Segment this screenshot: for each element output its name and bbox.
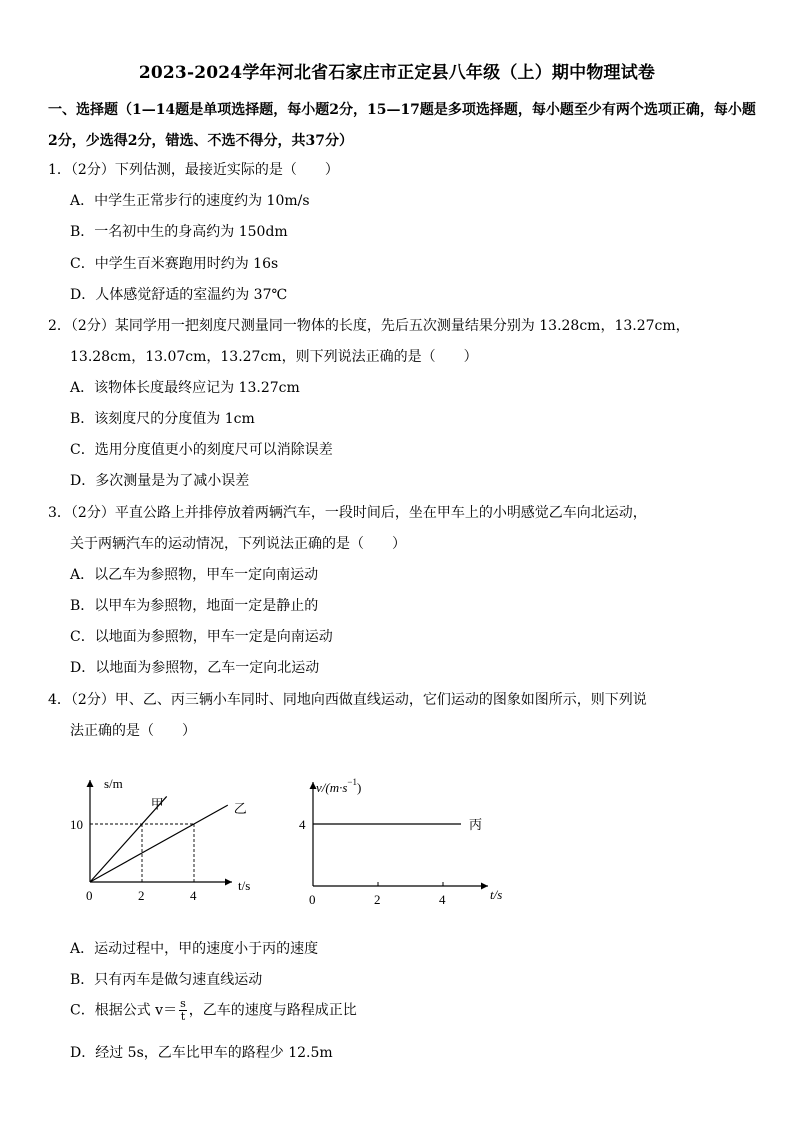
- question-4-stem-line-2: 法正确的是（ ）: [70, 723, 196, 739]
- vt-x-label: t/s: [490, 887, 503, 902]
- vt-y-label-main: v/(m·s: [316, 780, 348, 795]
- st-graph: [70, 768, 270, 908]
- question-3-option-c[interactable]: C．以地面为参照物，甲车一定是向南运动: [70, 629, 333, 645]
- question-4-option-d[interactable]: D．经过 5s，乙车比甲车的路程少 12.5m: [70, 1045, 333, 1061]
- vt-origin: 0: [309, 892, 316, 907]
- vt-y-label: [316, 777, 361, 795]
- series-label-bing: 丙: [469, 817, 483, 832]
- question-3-stem-line-1: 3．（2分）平直公路上并排停放着两辆汽车，一段时间后，坐在甲车上的小明感觉乙车向北运动，: [48, 505, 647, 521]
- series-label-yi: 乙: [233, 801, 247, 817]
- question-2-stem-line-1: 2．（2分）某同学用一把刻度尺测量同一物体的长度，先后五次测量结果分别为 13.28cm，13.27cm，: [48, 318, 690, 334]
- st-origin: 0: [86, 888, 93, 903]
- question-3-option-b[interactable]: B．以甲车为参照物，地面一定是静止的: [70, 598, 319, 614]
- st-x-label: t/s: [238, 878, 251, 893]
- section-heading: 一、选择题（1—14题是单项选择题，每小题2分，15—17题是多项选择题，每小题至少有两个选项正确，每小题2分，少选得2分，错选、不选不得分，共37分）: [48, 102, 756, 149]
- fraction-denominator: t: [180, 1010, 186, 1023]
- question-4-stem-line-1: 4．（2分）甲、乙、丙三辆小车同时、同地向西做直线运动，它们运动的图象如图所示，则下列说: [48, 692, 647, 708]
- fraction-numerator: s: [180, 997, 186, 1010]
- question-2-option-c[interactable]: C．选用分度值更小的刻度尺可以消除误差: [70, 442, 333, 458]
- option-c-suffix: ，乙车的速度与路程成正比: [188, 1002, 357, 1019]
- st-x-tick-label: 4: [190, 888, 197, 903]
- question-1-option-b[interactable]: B．一名初中生的身高约为 150dm: [70, 224, 288, 240]
- option-c-prefix: C．根据公式 v＝: [70, 1002, 178, 1019]
- series-label-jia: 甲: [150, 796, 164, 812]
- question-3-stem-line-2: 关于两辆汽车的运动情况，下列说法正确的是（ ）: [70, 536, 406, 552]
- question-2-option-b[interactable]: B．该刻度尺的分度值为 1cm: [70, 411, 255, 427]
- question-4-option-c[interactable]: [70, 998, 357, 1023]
- question-1-option-a[interactable]: A．中学生正常步行的速度约为 10m/s: [70, 193, 310, 209]
- vt-graph: [290, 768, 520, 908]
- question-3-option-a[interactable]: A．以乙车为参照物，甲车一定向南运动: [70, 567, 319, 583]
- st-y-tick-label: 10: [70, 817, 83, 832]
- st-x-tick-label: 2: [138, 888, 145, 903]
- question-3-option-d[interactable]: D．以地面为参照物，乙车一定向北运动: [70, 660, 320, 676]
- question-1-option-d[interactable]: D．人体感觉舒适的室温约为 37℃: [70, 287, 288, 303]
- question-2-option-d[interactable]: D．多次测量是为了减小误差: [70, 473, 250, 489]
- speed-formula-fraction: [179, 998, 187, 1023]
- vt-y-label-close: ): [357, 780, 362, 795]
- vt-y-label-exponent: −1: [347, 777, 357, 787]
- vt-x-tick-label: 4: [439, 892, 446, 907]
- question-2-stem-line-2: 13.28cm，13.07cm，13.27cm，则下列说法正确的是（ ）: [70, 349, 478, 365]
- series-line-yi: [90, 805, 228, 882]
- question-1-stem: 1．（2分）下列估测，最接近实际的是（ ）: [48, 162, 339, 178]
- exam-title: 2023-2024学年河北省石家庄市正定县八年级（上）期中物理试卷: [138, 63, 656, 83]
- vt-y-tick-label: 4: [299, 817, 306, 832]
- question-4-option-b[interactable]: B．只有丙车是做匀速直线运动: [70, 972, 263, 988]
- question-2-option-a[interactable]: A．该物体长度最终应记为 13.27cm: [70, 380, 300, 396]
- question-1-option-c[interactable]: C．中学生百米赛跑用时约为 16s: [70, 256, 279, 272]
- question-4-option-a[interactable]: A．运动过程中，甲的速度小于丙的速度: [70, 941, 319, 957]
- vt-x-tick-label: 2: [374, 892, 381, 907]
- st-y-label: s/m: [104, 776, 123, 791]
